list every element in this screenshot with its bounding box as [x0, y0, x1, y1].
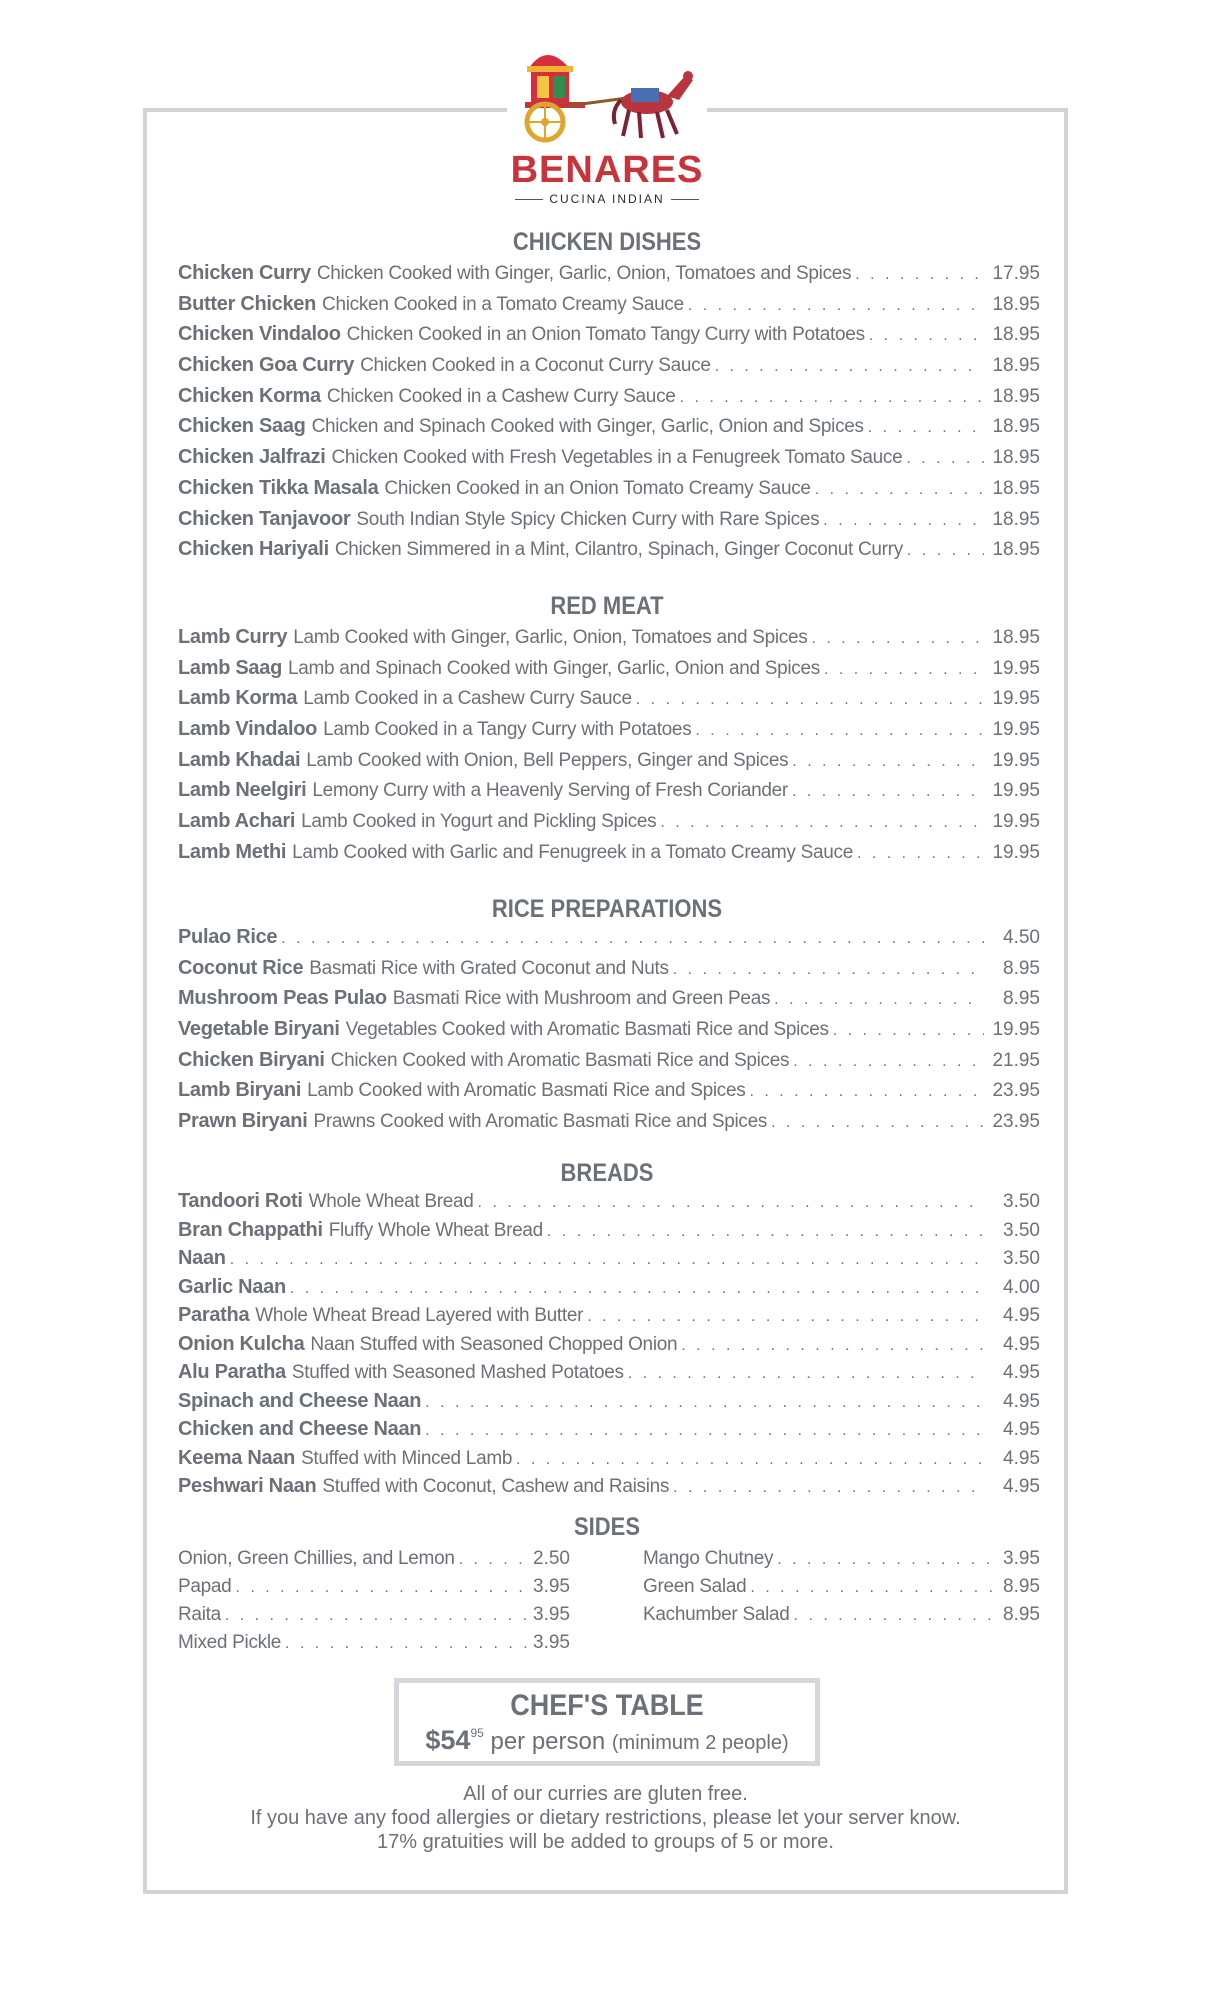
item-price: 18.95 [992, 447, 1040, 469]
item-name: Butter Chicken [178, 292, 317, 315]
item-name: Chicken Goa Curry [178, 354, 355, 377]
dot-leader [907, 542, 984, 560]
item-name: Spinach and Cheese Naan [178, 1389, 422, 1412]
item-description: Chicken Cooked in a Tomato Creamy Sauce [322, 293, 684, 315]
item-name: Chicken Saag [178, 415, 306, 438]
menu-item [178, 1049, 1040, 1080]
chefs-table-title: CHEF'S TABLE [510, 1689, 704, 1722]
item-price: 8.95 [1003, 957, 1040, 979]
item-name: Garlic Naan [178, 1275, 286, 1298]
menu-item [178, 926, 1040, 957]
item-price: 18.95 [992, 355, 1040, 377]
menu-item [178, 1110, 1040, 1141]
note-gratuities: 17% gratuities will be added to groups of 5 or more. [377, 1831, 834, 1853]
menu-item [178, 657, 1040, 688]
menu-item [178, 810, 1040, 841]
side-name: Kachumber Salad [643, 1604, 790, 1625]
item-price: 23.95 [992, 1111, 1040, 1133]
dot-leader [833, 1022, 984, 1040]
item-name: Lamb Khadai [178, 748, 301, 771]
dot-leader [425, 1394, 984, 1412]
side-name: Green Salad [643, 1576, 747, 1597]
item-description: Chicken and Spinach Cooked with Ginger, Garlic, Onion and Spices [311, 416, 864, 438]
chefs-table-price [399, 1725, 815, 1756]
item-description: Whole Wheat Bread Layered with Butter [255, 1305, 584, 1326]
menu-item [178, 779, 1040, 810]
side-price: 3.95 [533, 1604, 570, 1625]
menu-item [178, 1418, 1040, 1447]
dot-leader [771, 1114, 984, 1132]
dot-leader [681, 1337, 984, 1355]
menu-item [178, 1276, 1040, 1305]
item-description: Chicken Cooked with Aromatic Basmati Rice and Spices [330, 1049, 790, 1071]
dot-leader [811, 630, 984, 648]
item-price: 18.95 [992, 416, 1040, 438]
item-price: 4.95 [1003, 1305, 1040, 1326]
item-name: Chicken Hariyali [178, 538, 329, 561]
item-description: Lamb Cooked with Aromatic Basmati Rice and Spices [307, 1080, 746, 1102]
item-name: Alu Paratha [178, 1361, 286, 1383]
menu-item [178, 841, 1040, 872]
item-price: 19.95 [992, 688, 1040, 710]
menu-item [178, 1475, 1040, 1504]
item-name: Chicken Tanjavoor [178, 507, 351, 530]
side-price: 8.95 [1003, 1604, 1040, 1625]
item-name: Bran Chappathi [178, 1218, 323, 1241]
item-description: Prawns Cooked with Aromatic Basmati Rice and Spices [313, 1111, 768, 1133]
item-description: Basmati Rice with Grated Coconut and Nuts [309, 957, 669, 979]
item-name: Lamb Neelgiri [178, 779, 307, 802]
dot-leader [792, 783, 984, 801]
dot-leader [793, 1053, 984, 1071]
side-item [178, 1632, 570, 1660]
item-description: Chicken Cooked in a Coconut Curry Sauce [360, 355, 711, 377]
menu-item [178, 687, 1040, 718]
item-price: 18.95 [992, 477, 1040, 499]
item-price: 19.95 [992, 657, 1040, 679]
side-item [643, 1548, 1040, 1576]
dot-leader [459, 1551, 527, 1569]
menu-item [178, 1361, 1040, 1390]
item-price: 23.95 [992, 1080, 1040, 1102]
item-name: Onion Kulcha [178, 1332, 305, 1355]
dot-leader [290, 1280, 984, 1298]
item-name: Chicken Jalfrazi [178, 446, 326, 469]
dot-leader [673, 1479, 984, 1497]
item-name: Lamb Achari [178, 810, 296, 833]
dot-leader [857, 845, 984, 863]
side-name: Raita [178, 1604, 221, 1625]
item-price: 19.95 [992, 719, 1040, 741]
item-name: Coconut Rice [178, 956, 304, 979]
item-description: Chicken Cooked with Ginger, Garlic, Onion, Tomatoes and Spices [316, 263, 852, 284]
item-description: Lamb and Spinach Cooked with Ginger, Garlic, Onion and Spices [288, 657, 820, 679]
section-title-sides: SIDES [573, 1513, 641, 1541]
dot-leader [230, 1251, 984, 1269]
menu-item [178, 718, 1040, 749]
item-price: 18.95 [992, 627, 1040, 648]
dot-leader [855, 266, 984, 284]
side-item [643, 1604, 1040, 1632]
item-name: Tandoori Roti [178, 1190, 303, 1212]
item-description: Lamb Cooked with Garlic and Fenugreek in a Tomato Creamy Sauce [292, 841, 853, 863]
item-name: Lamb Biryani [178, 1079, 302, 1102]
item-price: 19.95 [992, 780, 1040, 802]
item-price: 18.95 [992, 293, 1040, 315]
menu-list-chicken [178, 262, 1040, 569]
item-description: Chicken Cooked in an Onion Tomato Tangy Curry with Potatoes [346, 324, 865, 346]
item-description: Lamb Cooked in a Tangy Curry with Potatoes [323, 719, 692, 741]
item-name: Pulao Rice [178, 926, 278, 948]
item-price: 4.95 [1003, 1447, 1040, 1469]
note-gluten-free: All of our curries are gluten free. [463, 1783, 748, 1805]
dot-leader [225, 1607, 527, 1625]
menu-item [178, 1390, 1040, 1419]
item-price: 19.95 [992, 1019, 1040, 1041]
chefs-table-price-main: $54 [425, 1725, 471, 1755]
side-item [178, 1604, 570, 1632]
item-price: 19.95 [992, 841, 1040, 863]
menu-item [178, 446, 1040, 477]
brand-subtitle: CUCINA INDIAN [457, 192, 757, 206]
item-price: 4.95 [1003, 1362, 1040, 1383]
menu-item [178, 957, 1040, 988]
item-price: 4.95 [1003, 1333, 1040, 1355]
item-name: Lamb Vindaloo [178, 718, 318, 741]
side-price: 8.95 [1003, 1576, 1040, 1597]
dot-leader [281, 930, 984, 948]
dot-leader [906, 450, 984, 468]
dot-leader [636, 691, 984, 709]
item-name: Mushroom Peas Pulao [178, 987, 387, 1010]
dot-leader [774, 991, 984, 1009]
menu-item [178, 385, 1040, 416]
item-price: 4.50 [1003, 927, 1040, 948]
section-title-red-meat: RED MEAT [550, 592, 664, 620]
item-name: Peshwari Naan [178, 1475, 317, 1497]
item-price: 18.95 [992, 385, 1040, 407]
chefs-table-price-cents: 95 [470, 1726, 484, 1740]
item-name: Keema Naan [178, 1446, 296, 1469]
item-description: Chicken Simmered in a Mint, Cilantro, Spinach, Ginger Coconut Curry [334, 539, 903, 561]
dot-leader [680, 389, 984, 407]
item-price: 3.50 [1003, 1248, 1040, 1269]
menu-list-breads [178, 1190, 1040, 1504]
item-description: Stuffed with Minced Lamb [301, 1447, 513, 1469]
sides-right-column [643, 1548, 1040, 1632]
item-price: 3.50 [1003, 1191, 1040, 1212]
menu-item [178, 1079, 1040, 1110]
item-price: 19.95 [992, 749, 1040, 771]
dot-leader [823, 512, 984, 530]
menu-list-rice [178, 926, 1040, 1141]
item-price: 4.95 [1003, 1419, 1040, 1440]
item-name: Paratha [178, 1304, 250, 1326]
sides-left-column [178, 1548, 570, 1660]
section-title-chicken: CHICKEN DISHES [512, 228, 702, 256]
item-description: Whole Wheat Bread [308, 1191, 474, 1212]
menu-item [178, 1247, 1040, 1276]
side-item [178, 1548, 570, 1576]
item-price: 4.00 [1003, 1276, 1040, 1298]
dot-leader [868, 419, 984, 437]
menu-item [178, 626, 1040, 657]
item-price: 4.95 [1003, 1390, 1040, 1412]
dot-leader [869, 327, 984, 345]
menu-item [178, 749, 1040, 780]
item-description: Chicken Cooked with Fresh Vegetables in a Fenugreek Tomato Sauce [331, 447, 903, 469]
menu-item [178, 354, 1040, 385]
dot-leader [777, 1551, 997, 1569]
item-name: Prawn Biryani [178, 1110, 308, 1133]
item-description: Lemony Curry with a Heavenly Serving of Fresh Coriander [312, 780, 788, 802]
item-price: 3.50 [1003, 1219, 1040, 1241]
item-description: Lamb Cooked with Ginger, Garlic, Onion, Tomatoes and Spices [293, 627, 808, 648]
side-name: Papad [178, 1576, 232, 1597]
dot-leader [749, 1083, 984, 1101]
item-price: 21.95 [992, 1049, 1040, 1071]
side-name: Onion, Green Chillies, and Lemon [178, 1548, 455, 1569]
item-description: Vegetables Cooked with Aromatic Basmati Rice and Spices [345, 1019, 829, 1041]
item-price: 4.95 [1003, 1476, 1040, 1497]
item-price: 8.95 [1003, 988, 1040, 1010]
item-name: Chicken Curry [178, 262, 311, 284]
footer-notes [143, 1782, 1068, 1854]
dot-leader [673, 961, 984, 979]
dot-leader [688, 297, 984, 315]
item-price: 18.95 [992, 324, 1040, 346]
item-description: Naan Stuffed with Seasoned Chopped Onion [310, 1333, 678, 1355]
menu-item [178, 323, 1040, 354]
item-name: Lamb Korma [178, 687, 298, 710]
dot-leader [235, 1579, 527, 1597]
chefs-table-per: per person [490, 1728, 606, 1755]
menu-item [178, 1018, 1040, 1049]
item-name: Lamb Saag [178, 656, 282, 679]
item-price: 18.95 [992, 508, 1040, 530]
menu-item [178, 1333, 1040, 1362]
menu-item [178, 1190, 1040, 1219]
item-description: Stuffed with Coconut, Cashew and Raisins [322, 1476, 670, 1497]
item-name: Lamb Curry [178, 626, 288, 648]
item-name: Chicken and Cheese Naan [178, 1418, 422, 1440]
menu-item [178, 477, 1040, 508]
side-name: Mango Chutney [643, 1548, 774, 1569]
menu-item [178, 1219, 1040, 1248]
dot-leader [815, 481, 984, 499]
item-description: Basmati Rice with Mushroom and Green Peas [392, 988, 771, 1010]
section-title-breads: BREADS [560, 1159, 654, 1187]
item-name: Lamb Methi [178, 840, 287, 863]
item-name: Vegetable Biryani [178, 1018, 340, 1041]
item-name: Chicken Biryani [178, 1048, 325, 1071]
menu-item [178, 1304, 1040, 1333]
menu-list-red-meat [178, 626, 1040, 872]
side-price: 3.95 [533, 1576, 570, 1597]
chefs-table-box [394, 1678, 820, 1766]
side-item [643, 1576, 1040, 1604]
item-description: Lamb Cooked in Yogurt and Pickling Spices [301, 811, 657, 833]
brand [457, 150, 757, 206]
menu-item [178, 293, 1040, 324]
item-price: 17.95 [992, 263, 1040, 284]
chefs-table-minimum: (minimum 2 people) [611, 1732, 789, 1754]
item-price: 19.95 [992, 811, 1040, 833]
menu-item [178, 1447, 1040, 1476]
dot-leader [478, 1194, 984, 1212]
side-price: 2.50 [533, 1548, 570, 1569]
side-price: 3.95 [533, 1632, 570, 1653]
dot-leader [715, 358, 984, 376]
dot-leader [547, 1223, 984, 1241]
item-description: Chicken Cooked in a Cashew Curry Sauce [326, 385, 676, 407]
dot-leader [750, 1579, 997, 1597]
dot-leader [425, 1422, 984, 1440]
side-price: 3.95 [1003, 1548, 1040, 1569]
dot-leader [794, 1607, 997, 1625]
menu-item [178, 538, 1040, 569]
brand-name: BENARES [510, 149, 704, 191]
item-description: Stuffed with Seasoned Mashed Potatoes [291, 1362, 624, 1383]
dot-leader [792, 753, 984, 771]
dot-leader [824, 661, 984, 679]
dot-leader [695, 722, 984, 740]
item-description: South Indian Style Spicy Chicken Curry with Rare Spices [356, 508, 820, 530]
menu-item [178, 415, 1040, 446]
menu-item [178, 262, 1040, 293]
section-title-rice: RICE PREPARATIONS [491, 895, 723, 923]
menu-item [178, 987, 1040, 1018]
note-allergies: If you have any food allergies or dietary restrictions, please let your server know. [250, 1807, 961, 1829]
item-description: Lamb Cooked with Onion, Bell Peppers, Ginger and Spices [306, 749, 789, 771]
item-description: Chicken Cooked in an Onion Tomato Creamy Sauce [384, 477, 811, 499]
menu-item [178, 508, 1040, 539]
side-name: Mixed Pickle [178, 1632, 282, 1653]
dot-leader [660, 814, 984, 832]
item-name: Chicken Vindaloo [178, 323, 341, 346]
dot-leader [285, 1635, 527, 1653]
item-name: Naan [178, 1247, 226, 1269]
item-name: Chicken Tikka Masala [178, 476, 379, 499]
item-description: Lamb Cooked in a Cashew Curry Sauce [303, 688, 632, 710]
item-name: Chicken Korma [178, 384, 321, 407]
side-item [178, 1576, 570, 1604]
dot-leader [628, 1365, 984, 1383]
dot-leader [587, 1308, 984, 1326]
item-price: 18.95 [992, 539, 1040, 561]
dot-leader [516, 1451, 984, 1469]
item-description: Fluffy Whole Wheat Bread [328, 1219, 543, 1241]
